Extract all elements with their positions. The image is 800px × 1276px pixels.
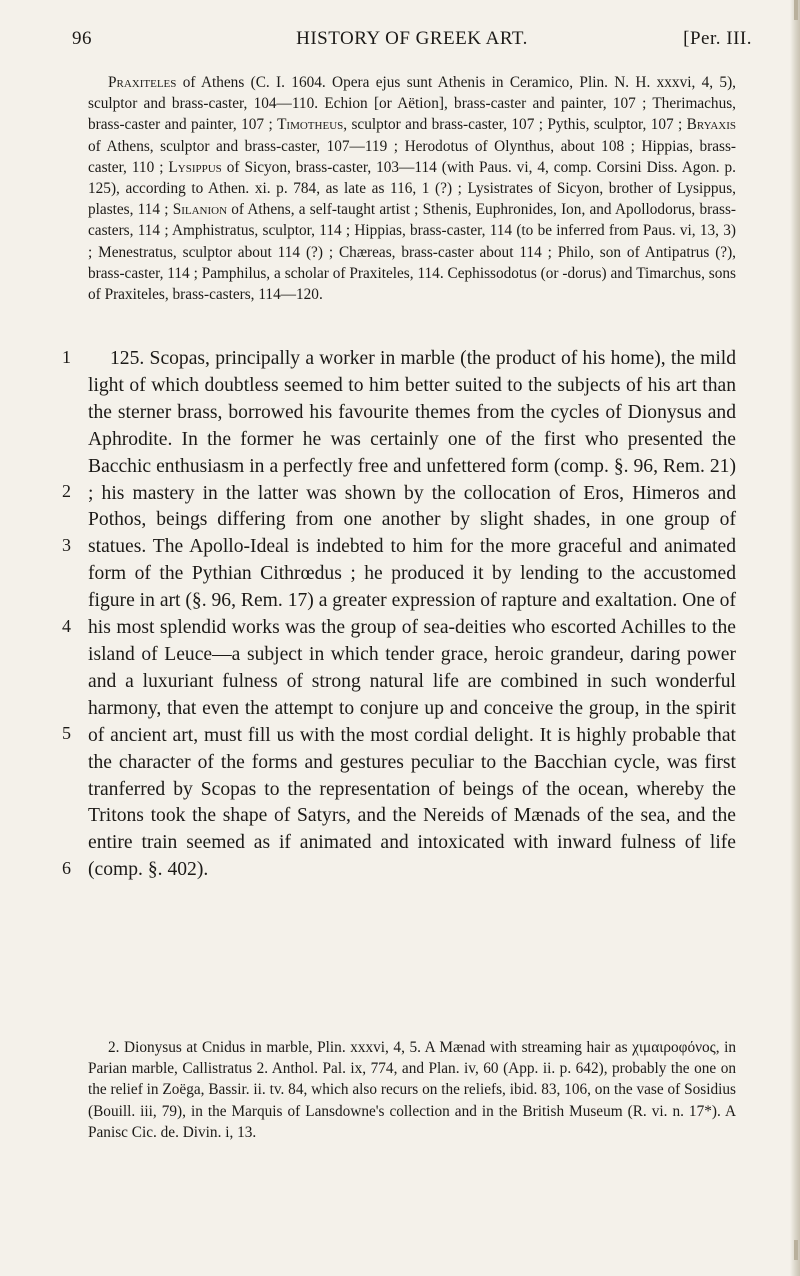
margin-number: 4 (62, 616, 71, 636)
name-lysippus: Lysippus (168, 158, 222, 176)
note-text: of Athens, a self-taught artist ; Sthenis, Euphronides, Ion, and Apollodorus, brass-casters, 114 ; Amphistratus, sculptor, 114 ; Hippias, brass-caster, 114 (to be inferred from Paus. vi, 13, 3) ; Menestratus, sculptor about 114 (?) ; Chæreas, brass-caster about 114 ; Philo, son of Antipatrus (?), brass-caster, 114 ; Pamphilus, a scholar of Praxiteles, 114. Cephissodotus (or -dorus) and Timarchus, sons of Praxiteles, brass-casters, 114—120. (88, 201, 736, 304)
name-bryaxis: Bryaxis (686, 116, 736, 134)
note-text: of Sicyon, brass-caster, 103—114 (with Paus. vi, 4, comp. Corsini Diss. Agon. p. 125), according to Athen. xi. p. 784, as late as 116, 1 (?) ; Lysistrates of Sicyon, brother of Lysippus, plastes, 114 ; (88, 158, 736, 219)
note-text: of Athens, sculptor and brass-caster, 107—119 ; Herodotus of Olynthus, about 108 ; Hippias, brass-caster, 110 ; (88, 137, 736, 176)
name-praxiteles: Praxiteles (108, 74, 177, 91)
top-footnote (88, 72, 736, 305)
bottom-footnote: 2. Dionysus at Cnidus in marble, Plin. xxxvi, 4, 5. A Mænad with streaming hair as χιμαιροφόνος, in Parian marble, Callistratus 2. Anthol. Pal. ix, 774, and Plan. iv, 60 (App. ii. p. 642), probably the one on the relief in Zoëga, Bassir. ii. tv. 84, which also recurs on the reliefs, ibid. 83, 106, on the vase of Sosidius (Bouill. iii, 79), in the Marquis of Lansdowne's collection and in the British Museum (R. vi. n. 17*). A Panisc Cic. de. Divin. i, 13. (88, 1039, 736, 1141)
note-text: of Athens (C. I. 1604. Opera ejus sunt Athenis in Ceramico, Plin. N. H. xxxvi, 4, 5), sculptor and brass-caster, 104—110. Echion [or Aëtion], brass-caster and painter, 107 ; Therimachus, brass-caster and painter, 107 ; (88, 74, 736, 134)
running-title: HISTORY OF GREEK ART. (296, 28, 528, 49)
main-paragraph: 125. Scopas, principally a worker in marble (the product of his home), the mild light of which doubtless seemed to him better suited to the subjects of his art than the sterner brass, borrowed his favourite themes from the cycles of Dionysus and Aphrodite. In the former he was certainly one of the first who presented the Bacchic enthusiasm in a perfectly free and unfettered form (comp. §. 96, Rem. 21) ; his mastery in the latter was shown by the collocation of Eros, Himeros and Pothos, beings differing from one another by slight shades, in one group of statues. The Apollo-Ideal is indebted to him for the more graceful and animated form of the Pythian Cithrœdus ; he produced it by lending to the accustomed figure in art (§. 96, Rem. 17) a greater expression of rapture and exaltation. One of his most splendid works was the group of sea-deities who escorted Achilles to the island of Leuce—a subject in which tender grace, heroic grandeur, daring power and a luxuriant fulness of strong natural life are combined in such wonderful harmony, that even the attempt to conjure up and conceive the group, in the spirit of ancient art, must fill us with the most cordial delight. It is highly probable that the character of the forms and gestures peculiar to the Bacchian cycle, was first tranferred by Scopas to the representation of beings of the ocean, whereby the Tritons took the shape of Satyrs, and the Nereids of Mænads of the sea, and the entire train seemed as if animated and intoxicated with inward fulness of life (comp. §. 402). (88, 348, 736, 881)
page-edge (790, 0, 800, 1276)
page-number: 96 (72, 28, 92, 49)
margin-number: 2 (62, 481, 71, 501)
running-header (72, 28, 752, 54)
page-edge-mark (794, 0, 798, 20)
section-label: [Per. III. (683, 28, 752, 49)
name-timotheus: Timotheus (277, 116, 344, 134)
note-text: , sculptor and brass-caster, 107 ; Pythis, sculptor, 107 ; (343, 116, 687, 134)
margin-number: 6 (62, 858, 71, 878)
margin-number: 5 (62, 723, 71, 743)
name-silanion: Silanion (172, 201, 228, 219)
margin-number: 3 (62, 535, 71, 555)
page-edge-mark (794, 1240, 798, 1260)
margin-number: 1 (62, 347, 71, 367)
